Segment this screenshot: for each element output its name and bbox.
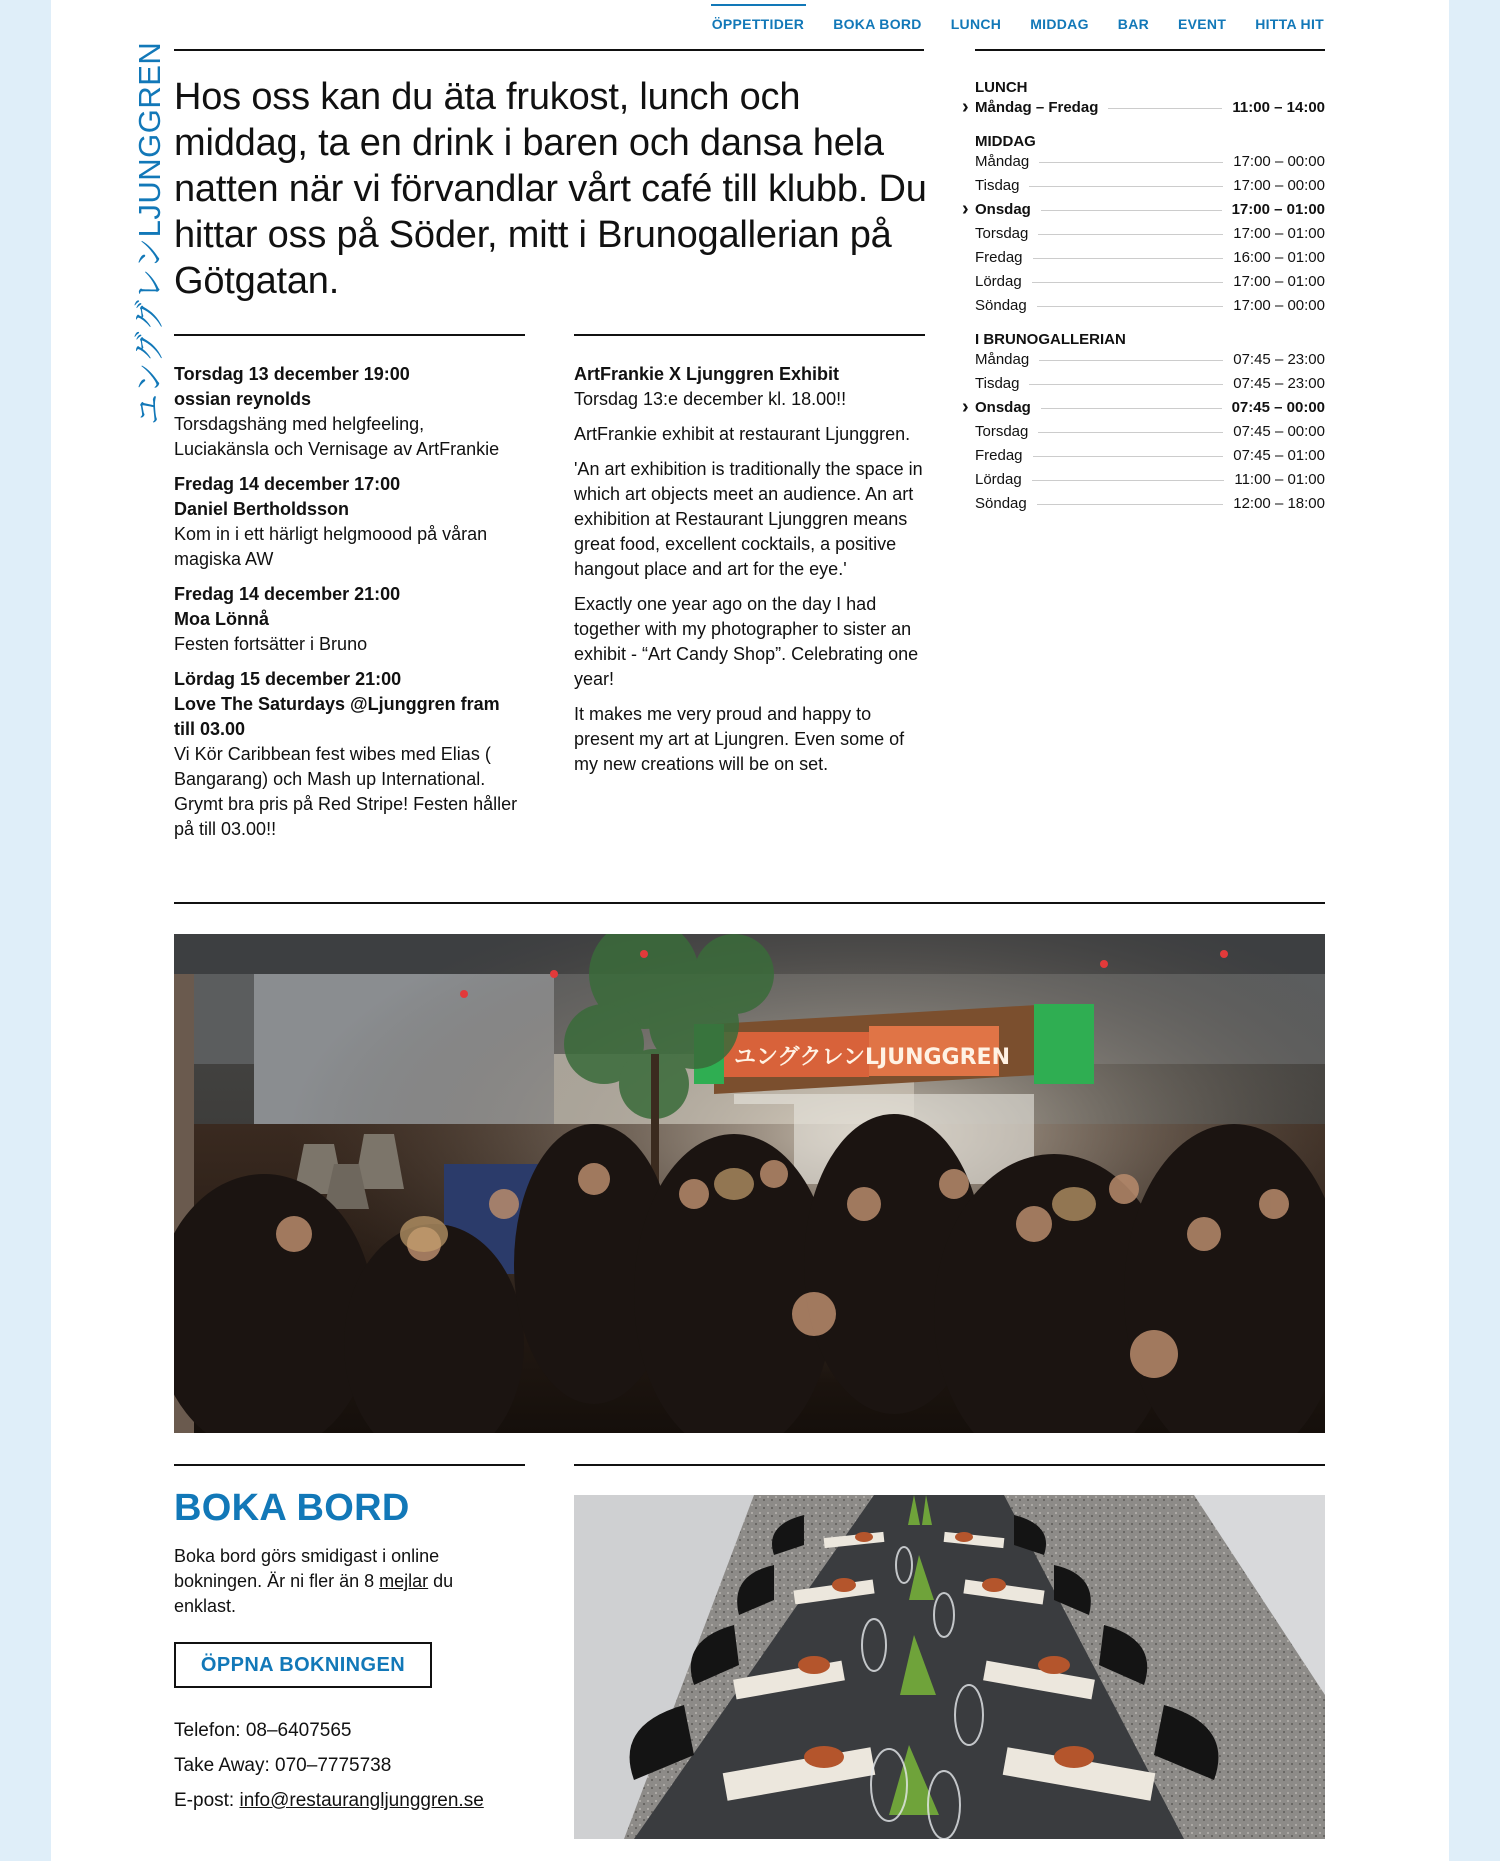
nav-oppettider[interactable]: ÖPPETTIDER — [711, 16, 805, 32]
dotted-leader — [1108, 108, 1222, 109]
hours-day: Lördag — [975, 273, 1022, 290]
dotted-leader — [1039, 162, 1223, 163]
logo[interactable] — [96, 41, 167, 425]
hours-time: 12:00 – 18:00 — [1233, 495, 1325, 512]
event-desc: Torsdagshäng med helgfeeling, Luciakänsla och Vernisage av ArtFrankie — [174, 414, 500, 459]
hours-day: › Onsdag — [975, 399, 1031, 416]
feature-subtitle: Torsdag 13:e december kl. 18.00!! — [574, 389, 847, 409]
event-title: ossian reynolds — [174, 389, 312, 409]
divider — [174, 1464, 525, 1466]
event-date: Fredag 14 december 21:00 — [174, 584, 401, 604]
hours-time: 07:45 – 23:00 — [1233, 351, 1325, 368]
event-desc: Vi Kör Caribbean fest wibes med Elias ( Bangarang) och Mash up International. Grymt bra pris på Red Stripe! Festen håller på till 03.00!! — [174, 744, 518, 839]
divider — [174, 902, 1325, 904]
dotted-leader — [1037, 504, 1224, 505]
hours-heading: MIDDAG — [975, 133, 1036, 150]
dotted-leader — [1038, 234, 1223, 235]
dotted-leader — [1041, 408, 1222, 409]
booking-text — [174, 1544, 514, 1619]
booking-text-before: Boka bord görs smidigast i online bokningen. Är ni fler än 8 — [174, 1546, 440, 1591]
dotted-leader — [1029, 186, 1223, 187]
contact-takeaway — [174, 1748, 484, 1783]
hours-time: 17:00 – 01:00 — [1233, 225, 1325, 242]
hours-row — [975, 375, 1325, 399]
divider — [975, 49, 1325, 51]
phone-label: Telefon: — [174, 1720, 241, 1741]
contact-info — [174, 1713, 484, 1818]
hours-time: 11:00 – 14:00 — [1232, 99, 1325, 116]
contact-email — [174, 1783, 484, 1818]
hours-day: › Måndag – Fredag — [975, 99, 1099, 116]
phone-value[interactable]: 08–6407565 — [245, 1720, 352, 1741]
feature-paragraph: It makes me very proud and happy to present my art at Ljungren. Even some of my new creations will be on set. — [574, 704, 905, 774]
hours-group-lunch — [975, 77, 1325, 123]
feature-paragraph: 'An art exhibition is traditionally the space in which art objects meet an audience. An art exhibition at Restaurant Ljunggren means great food, excellent cocktails, a positive hangout place and art for the eye.' — [574, 459, 923, 579]
hours-heading: LUNCH — [975, 79, 1028, 96]
feature-article — [574, 362, 929, 787]
hours-time: 17:00 – 00:00 — [1233, 153, 1325, 170]
event-date: Lördag 15 december 21:00 — [174, 669, 402, 689]
hours-row — [975, 399, 1325, 423]
event-item[interactable] — [174, 472, 524, 572]
event-title: Love The Saturdays @Ljunggren fram till 03.00 — [174, 694, 500, 739]
event-desc: Festen fortsätter i Bruno — [174, 634, 368, 654]
mail-link[interactable]: mejlar — [379, 1571, 429, 1591]
hours-day: Torsdag — [975, 225, 1029, 242]
nav-hitta-hit[interactable]: HITTA HIT — [1255, 16, 1324, 32]
hours-day: Måndag — [975, 351, 1030, 368]
dotted-leader — [1029, 384, 1223, 385]
hours-time: 17:00 – 01:00 — [1233, 273, 1325, 290]
hours-row — [975, 351, 1325, 375]
table-photo-drawing — [574, 1495, 1325, 1839]
feature-paragraph: ArtFrankie exhibit at restaurant Ljunggren. — [574, 424, 911, 444]
contact-phone — [174, 1713, 484, 1748]
takeaway-value[interactable]: 070–7775738 — [275, 1755, 392, 1776]
hours-day: Torsdag — [975, 423, 1029, 440]
hours-row — [975, 153, 1325, 177]
hours-row — [975, 249, 1325, 273]
feature-title: ArtFrankie X Ljunggren Exhibit — [574, 364, 840, 384]
logo-text: ユンググレンLJUNGGREN — [132, 41, 167, 425]
hours-row — [975, 177, 1325, 201]
hours-day: Fredag — [975, 249, 1023, 266]
nav-bar[interactable]: BAR — [1117, 16, 1150, 32]
dotted-leader — [1033, 258, 1224, 259]
hours-time: 17:00 – 00:00 — [1233, 177, 1325, 194]
main-nav — [712, 16, 1324, 32]
dotted-leader — [1037, 306, 1224, 307]
hours-heading: I BRUNOGALLERIAN — [975, 331, 1126, 348]
event-date: Fredag 14 december 17:00 — [174, 474, 401, 494]
nav-active-indicator — [711, 4, 806, 6]
hours-row — [975, 297, 1325, 321]
event-date: Torsdag 13 december 19:00 — [174, 364, 410, 384]
divider — [574, 1464, 1325, 1466]
event-desc: Kom in i ett härligt helgmoood på våran magiska AW — [174, 524, 488, 569]
takeaway-label: Take Away: — [174, 1755, 270, 1776]
hours-time: 07:45 – 00:00 — [1231, 399, 1325, 416]
dotted-leader — [1032, 282, 1224, 283]
feature-paragraph: Exactly one year ago on the day I had together with my photographer to sister an exhibit - “Art Candy Shop”. Celebrating one year! — [574, 594, 919, 689]
restaurant-photo — [174, 934, 1325, 1433]
hours-time: 17:00 – 01:00 — [1231, 201, 1325, 218]
nav-lunch[interactable]: LUNCH — [950, 16, 1002, 32]
dotted-leader — [1038, 432, 1223, 433]
nav-event[interactable]: EVENT — [1178, 16, 1227, 32]
email-link[interactable]: info@restaurangljunggren.se — [239, 1790, 484, 1811]
restaurant-photo-drawing — [174, 934, 1325, 1433]
intro-text: Hos oss kan du äta frukost, lunch och middag, ta en drink i baren och dansa hela natten när vi förvandlar vårt café till klubb. Du hittar oss på Söder, mitt i Brunogallerian på Götgatan. — [174, 76, 927, 302]
hours-time: 16:00 – 01:00 — [1233, 249, 1325, 266]
dotted-leader — [1039, 360, 1223, 361]
table-photo — [574, 1495, 1325, 1839]
hours-group-brunogallerian — [975, 329, 1325, 519]
hours-day: Måndag — [975, 153, 1030, 170]
hours-row — [975, 495, 1325, 519]
hours-row — [975, 447, 1325, 471]
hours-time: 07:45 – 23:00 — [1233, 375, 1325, 392]
hours-time: 11:00 – 01:00 — [1234, 471, 1325, 488]
hours-row — [975, 423, 1325, 447]
hours-day: Tisdag — [975, 177, 1020, 194]
hours-day: › Onsdag — [975, 201, 1031, 218]
open-booking-button[interactable]: ÖPPNA BOKNINGEN — [174, 1642, 432, 1688]
hours-day: Tisdag — [975, 375, 1020, 392]
hours-day: Söndag — [975, 495, 1027, 512]
hours-row — [975, 225, 1325, 249]
divider — [174, 49, 924, 51]
hours-row — [975, 99, 1325, 123]
event-title: Moa Lönnå — [174, 609, 269, 629]
dotted-leader — [1041, 210, 1222, 211]
events-list — [174, 362, 524, 852]
email-label: E-post: — [174, 1790, 235, 1811]
booking-text-after: du enklast. — [174, 1571, 454, 1616]
opening-hours — [975, 77, 1325, 527]
event-title: Daniel Bertholdsson — [174, 499, 350, 519]
hours-day: Fredag — [975, 447, 1023, 464]
hours-time: 07:45 – 01:00 — [1233, 447, 1325, 464]
divider — [574, 334, 925, 336]
hours-time: 17:00 – 00:00 — [1233, 297, 1325, 314]
nav-boka-bord[interactable]: BOKA BORD — [833, 16, 922, 32]
dotted-leader — [1033, 456, 1224, 457]
divider — [174, 334, 525, 336]
nav-middag[interactable]: MIDDAG — [1030, 16, 1089, 32]
hours-day: Lördag — [975, 471, 1022, 488]
event-item[interactable] — [174, 582, 524, 657]
dotted-leader — [1032, 480, 1225, 481]
restaurant-sign: ユングクレンLJUNGGREN — [734, 1045, 1010, 1070]
hours-group-middag — [975, 131, 1325, 321]
booking-heading: BOKA BORD — [174, 1487, 410, 1529]
hours-time: 07:45 – 00:00 — [1233, 423, 1325, 440]
hours-day: Söndag — [975, 297, 1027, 314]
hours-row — [975, 201, 1325, 225]
event-item[interactable] — [174, 362, 524, 462]
event-item[interactable] — [174, 667, 524, 842]
hours-row — [975, 471, 1325, 495]
hours-row — [975, 273, 1325, 297]
